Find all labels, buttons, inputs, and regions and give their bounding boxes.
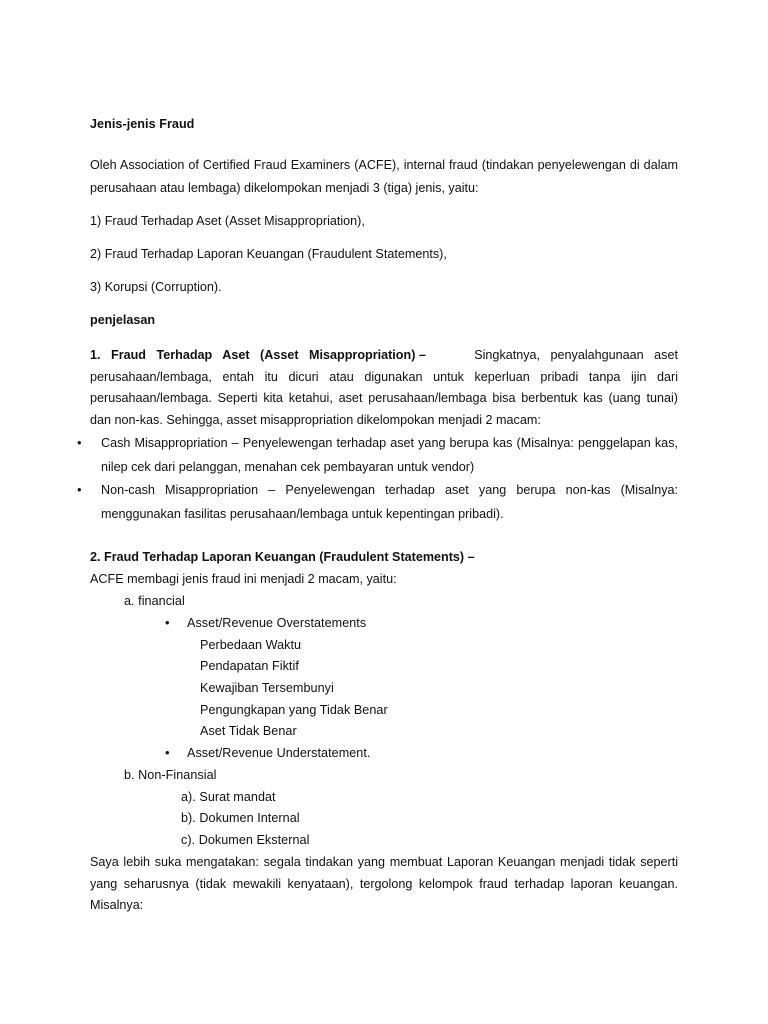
list-item-3: 3) Korupsi (Corruption). xyxy=(90,280,222,294)
section1-heading: 1. Fraud Terhadap Aset (Asset Misappropriation) – xyxy=(90,348,426,362)
closing-line-2: yang seharusnya (tidak mewakili kenyataan), tergolong kelompok fraud terhadap laporan keuangan. xyxy=(90,877,678,891)
section2-b-sub-item: a). Surat mandat xyxy=(181,790,276,804)
intro-line-1: Oleh Association of Certified Fraud Examiners (ACFE), internal fraud (tindakan penyelewengan di dalam xyxy=(90,158,678,172)
closing-line-3: Misalnya: xyxy=(90,898,144,912)
bullet-2-line-2: menggunakan fasilitas perusahaan/lembaga untuk kepentingan pribadi). xyxy=(101,507,504,521)
closing-line-1: Saya lebih suka mengatakan: segala tindakan yang membuat Laporan Keuangan menjadi tidak seperti xyxy=(90,855,678,869)
section2-b-sub-item: b). Dokumen Internal xyxy=(181,811,300,825)
section2-a-sub-item: Pengungkapan yang Tidak Benar xyxy=(200,703,388,717)
bullet-marker: • xyxy=(165,615,170,630)
bullet-1-line-1: Cash Misappropriation – Penyelewengan terhadap aset yang berupa kas (Misalnya: penggelapan kas, xyxy=(101,436,678,450)
section2-a-sub-item: Pendapatan Fiktif xyxy=(200,659,299,673)
section1-line-4: dan non-kas. Sehingga, asset misappropriation dikelompokan menjadi 2 macam: xyxy=(90,413,541,427)
bullet-1-line-2: nilep cek dari pelanggan, menahan cek pembayaran untuk vendor) xyxy=(101,460,475,474)
section2-a-sub-item: Kewajiban Tersembunyi xyxy=(200,681,334,695)
bullet-marker: • xyxy=(165,745,170,760)
section1-line-1 xyxy=(90,347,678,363)
section2-b-label: b. Non-Finansial xyxy=(124,768,217,782)
section1-line-3: perusahaan/lembaga. Seperti kita ketahui, aset perusahaan/lembaga bisa berbentuk kas (uang tunai) xyxy=(90,391,678,405)
section2-a-sub-item: Perbedaan Waktu xyxy=(200,638,302,652)
document-title: Jenis-jenis Fraud xyxy=(90,117,195,131)
section2-a-sub-item: Aset Tidak Benar xyxy=(200,724,297,738)
section1-line-1-rest: Singkatnya, penyalahgunaan aset xyxy=(474,348,678,362)
section2-a-bullet-1: Asset/Revenue Overstatements xyxy=(187,616,367,630)
section2-a-label: a. financial xyxy=(124,594,185,608)
bullet-marker: • xyxy=(77,482,82,497)
section2-intro: ACFE membagi jenis fraud ini menjadi 2 macam, yaitu: xyxy=(90,572,397,586)
list-item-2: 2) Fraud Terhadap Laporan Keuangan (Fraudulent Statements), xyxy=(90,247,447,261)
bullet-2-line-1: Non-cash Misappropriation – Penyelewengan terhadap aset yang berupa non-kas (Misalnya: xyxy=(101,483,678,497)
section2-heading: 2. Fraud Terhadap Laporan Keuangan (Fraudulent Statements) – xyxy=(90,550,475,564)
bullet-marker: • xyxy=(77,435,82,450)
list-item-1: 1) Fraud Terhadap Aset (Asset Misappropriation), xyxy=(90,214,365,228)
section1-line-2: perusahaan/lembaga, entah itu dicuri atau digunakan untuk keperluan pribadi tanpa ijin dari xyxy=(90,370,678,384)
intro-line-2: perusahaan atau lembaga) dikelompokan menjadi 3 (tiga) jenis, yaitu: xyxy=(90,181,479,195)
penjelasan-heading: penjelasan xyxy=(90,313,156,327)
section2-b-sub-item: c). Dokumen Eksternal xyxy=(181,833,310,847)
section2-a-bullet-2: Asset/Revenue Understatement. xyxy=(187,746,371,760)
